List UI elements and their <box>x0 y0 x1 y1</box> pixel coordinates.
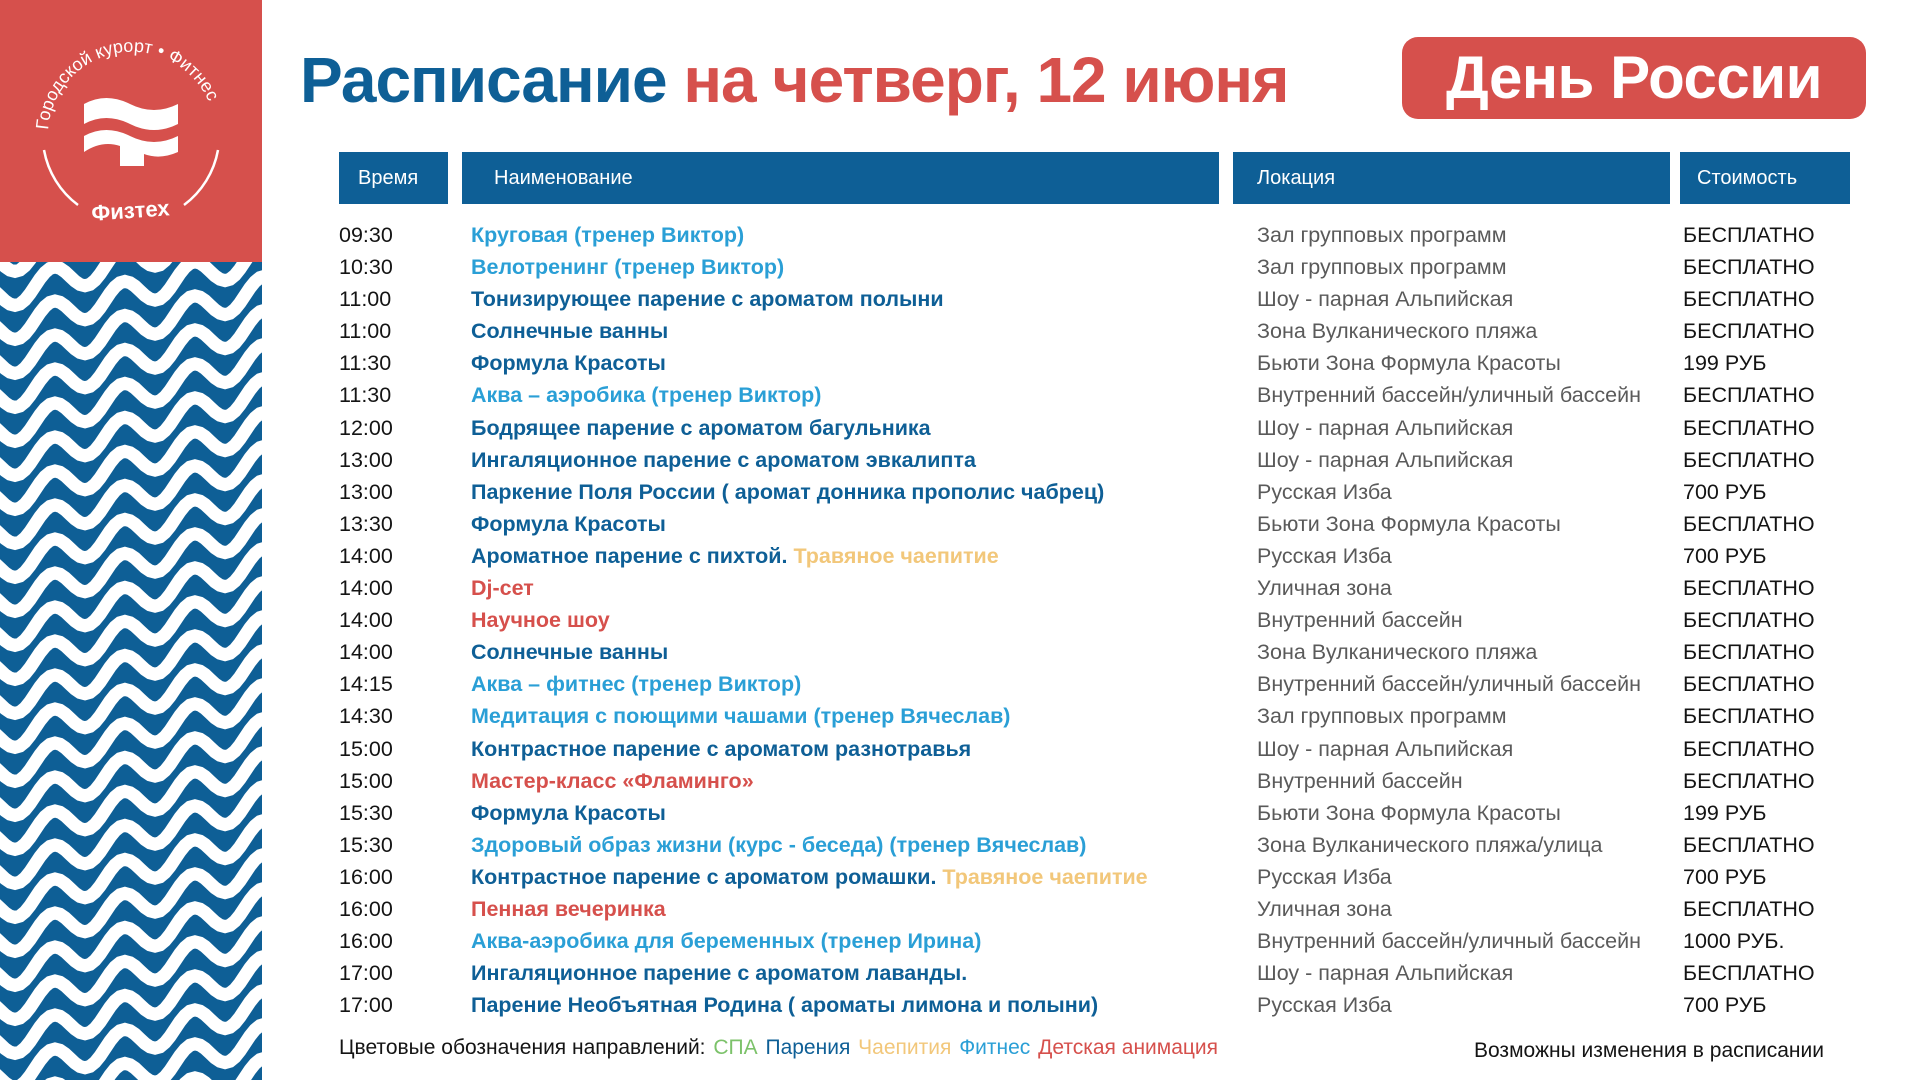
activity-name: Контрастное парение с ароматом разнотравья <box>471 736 972 761</box>
table-row <box>0 957 1920 989</box>
activity-name: Солнечные ванны <box>471 319 669 344</box>
row-time: 10:30 <box>339 255 393 280</box>
row-activity <box>471 700 1010 732</box>
row-location: Внутренний бассейн/уличный бассейн <box>1257 383 1642 408</box>
row-location: Шоу - парная Альпийская <box>1257 287 1514 312</box>
schedule-notice: Возможны изменения в расписании <box>1473 1039 1824 1062</box>
legend-label: Цветовые обозначения направлений: <box>339 1036 706 1059</box>
table-row <box>0 347 1920 379</box>
row-price: БЕСПЛАТНО <box>1683 704 1815 729</box>
column-header-time: Время <box>339 152 448 204</box>
row-time: 16:00 <box>339 896 393 921</box>
row-time: 11:30 <box>339 351 392 376</box>
row-activity <box>471 989 1098 1021</box>
table-row <box>0 283 1920 315</box>
row-location: Зал групповых программ <box>1257 704 1507 729</box>
row-activity <box>471 636 668 668</box>
row-time: 15:00 <box>339 736 393 761</box>
row-location: Шоу - парная Альпийская <box>1257 736 1514 761</box>
row-location: Шоу - парная Альпийская <box>1257 415 1514 440</box>
page-title <box>300 38 1288 122</box>
row-location: Зал групповых программ <box>1257 223 1507 247</box>
activity-name: Формула Красоты <box>471 511 666 536</box>
row-location: Зона Вулканического пляжа <box>1257 640 1538 665</box>
row-price: БЕСПЛАТНО <box>1683 287 1815 312</box>
row-price: БЕСПЛАТНО <box>1683 223 1815 247</box>
row-activity <box>471 476 1104 508</box>
activity-name: Тонизирующее парение с ароматом полыни <box>471 287 944 312</box>
color-legend <box>339 1036 1222 1060</box>
brand-arc-text: Городской курорт • Фитнес <box>32 35 224 131</box>
row-activity <box>471 347 666 379</box>
row-activity <box>471 829 1086 861</box>
row-location: Русская Изба <box>1257 993 1392 1018</box>
legend-item-fitness: Фитнес <box>959 1036 1031 1059</box>
row-price: БЕСПЛАТНО <box>1683 961 1815 986</box>
row-activity <box>471 893 666 925</box>
activity-name: Ингаляционное парение с ароматом эвкалипта <box>471 447 976 472</box>
row-activity <box>471 251 784 283</box>
table-row <box>0 925 1920 957</box>
holiday-badge: День России <box>1402 37 1866 119</box>
activity-name: Ароматное парение с пихтой. <box>471 543 788 568</box>
row-activity <box>471 733 971 765</box>
row-activity <box>471 957 967 989</box>
row-time: 14:00 <box>339 543 393 568</box>
activity-name: Аква – фитнес (тренер Виктор) <box>471 672 802 697</box>
row-location: Внутренний бассейн/уличный бассейн <box>1257 929 1642 954</box>
row-time: 15:00 <box>339 768 393 793</box>
table-row <box>0 572 1920 604</box>
activity-name: Формула Красоты <box>471 800 666 825</box>
row-location: Уличная зона <box>1257 576 1392 601</box>
row-time: 15:30 <box>339 800 393 825</box>
row-price: БЕСПЛАТНО <box>1683 832 1815 857</box>
activity-name: Бодрящее парение с ароматом багульника <box>471 415 931 440</box>
table-row <box>0 989 1920 1021</box>
legend-items <box>713 1036 1220 1059</box>
row-time: 16:00 <box>339 864 393 889</box>
row-time: 15:30 <box>339 832 393 857</box>
row-price: БЕСПЛАТНО <box>1683 736 1815 761</box>
row-activity <box>471 668 801 700</box>
row-price: БЕСПЛАТНО <box>1683 576 1815 601</box>
row-location: Русская Изба <box>1257 543 1392 568</box>
row-price: БЕСПЛАТНО <box>1683 319 1815 344</box>
row-activity <box>471 925 981 957</box>
table-row <box>0 700 1920 732</box>
row-time: 14:00 <box>339 608 393 633</box>
activity-extra: Травяное чаепитие <box>793 543 999 568</box>
row-location: Шоу - парная Альпийская <box>1257 961 1514 986</box>
row-price: БЕСПЛАТНО <box>1683 255 1815 280</box>
row-price: БЕСПЛАТНО <box>1683 608 1815 633</box>
activity-name: Контрастное парение с ароматом ромашки. <box>471 864 937 889</box>
row-time: 11:00 <box>339 287 392 312</box>
row-activity <box>471 283 944 315</box>
row-location: Зал групповых программ <box>1257 255 1507 280</box>
row-time: 12:00 <box>339 415 393 440</box>
row-location: Бьюти Зона Формула Красоты <box>1257 511 1561 536</box>
activity-name: Аква – аэробика (тренер Виктор) <box>471 383 822 408</box>
row-price: БЕСПЛАТНО <box>1683 415 1815 440</box>
row-activity <box>471 379 821 411</box>
row-activity <box>471 861 1148 893</box>
activity-name: Медитация с поющими чашами (тренер Вячеслав) <box>471 704 1011 729</box>
row-time: 09:30 <box>339 223 393 247</box>
row-price: 1000 РУБ. <box>1683 929 1785 954</box>
row-activity <box>471 219 744 251</box>
row-price: 199 РУБ <box>1683 351 1767 376</box>
row-location: Русская Изба <box>1257 864 1392 889</box>
legend-item-tea: Чаепития <box>858 1036 952 1059</box>
activity-name: Мастер-класс «Фламинго» <box>471 768 754 793</box>
column-header-name: Наименование <box>462 152 1219 204</box>
table-row <box>0 540 1920 572</box>
row-location: Русская Изба <box>1257 479 1392 504</box>
row-time: 14:00 <box>339 576 393 601</box>
row-price: 700 РУБ <box>1683 479 1767 504</box>
activity-name: Научное шоу <box>471 608 610 633</box>
row-time: 13:00 <box>339 479 393 504</box>
row-activity <box>471 444 976 476</box>
row-location: Уличная зона <box>1257 896 1392 921</box>
table-row <box>0 412 1920 444</box>
row-price: БЕСПЛАТНО <box>1683 640 1815 665</box>
activity-name: Dj-сет <box>471 576 534 601</box>
row-location: Внутренний бассейн <box>1257 768 1463 793</box>
table-row <box>0 733 1920 765</box>
activity-name: Круговая (тренер Виктор) <box>471 223 745 247</box>
row-time: 13:30 <box>339 511 393 536</box>
row-price: 700 РУБ <box>1683 864 1767 889</box>
row-activity <box>471 572 534 604</box>
row-time: 14:30 <box>339 704 393 729</box>
row-activity <box>471 412 931 444</box>
column-header-price: Стоимость <box>1680 152 1850 204</box>
table-row <box>0 765 1920 797</box>
title-date: на четверг, 12 июня <box>683 44 1289 116</box>
row-location: Зона Вулканического пляжа/улица <box>1257 832 1603 857</box>
activity-name: Пенная вечеринка <box>471 896 666 921</box>
row-price: БЕСПЛАТНО <box>1683 768 1815 793</box>
row-activity <box>471 508 666 540</box>
column-header-location: Локация <box>1233 152 1670 204</box>
row-price: БЕСПЛАТНО <box>1683 447 1815 472</box>
row-time: 17:00 <box>339 993 393 1018</box>
legend-item-kids: Детская анимация <box>1038 1036 1219 1059</box>
legend-item-spa: СПА <box>713 1036 758 1059</box>
activity-name: Формула Красоты <box>471 351 666 376</box>
table-row <box>0 379 1920 411</box>
row-price: БЕСПЛАТНО <box>1683 511 1815 536</box>
row-time: 14:15 <box>339 672 393 697</box>
row-location: Зона Вулканического пляжа <box>1257 319 1538 344</box>
table-row <box>0 797 1920 829</box>
activity-name: Велотренинг (тренер Виктор) <box>471 255 785 280</box>
row-location: Внутренний бассейн/уличный бассейн <box>1257 672 1642 697</box>
row-price: 700 РУБ <box>1683 543 1767 568</box>
row-price: БЕСПЛАТНО <box>1683 672 1815 697</box>
table-row <box>0 861 1920 893</box>
activity-name: Здоровый образ жизни (курс - беседа) (тренер Вячеслав) <box>471 832 1087 857</box>
row-time: 16:00 <box>339 929 393 954</box>
table-row <box>0 604 1920 636</box>
row-price: БЕСПЛАТНО <box>1683 896 1815 921</box>
row-price: 199 РУБ <box>1683 800 1767 825</box>
row-activity <box>471 604 610 636</box>
row-location: Шоу - парная Альпийская <box>1257 447 1514 472</box>
activity-extra: Травяное чаепитие <box>942 864 1148 889</box>
table-row <box>0 893 1920 925</box>
row-location: Внутренний бассейн <box>1257 608 1463 633</box>
table-row <box>0 251 1920 283</box>
row-location: Бьюти Зона Формула Красоты <box>1257 351 1561 376</box>
row-activity <box>471 765 754 797</box>
table-row <box>0 476 1920 508</box>
title-main: Расписание <box>300 44 667 116</box>
legend-item-steam: Парения <box>765 1036 851 1059</box>
activity-name: Паркение Поля России ( аромат донника прополис чабрец) <box>471 479 1105 504</box>
activity-name: Ингаляционное парение с ароматом лаванды. <box>471 961 968 986</box>
table-row <box>0 315 1920 347</box>
row-location: Бьюти Зона Формула Красоты <box>1257 800 1561 825</box>
table-row <box>0 668 1920 700</box>
brand-name: Физтех <box>90 195 171 226</box>
activity-name: Парение Необъятная Родина ( ароматы лимона и полыни) <box>471 993 1099 1018</box>
row-activity <box>471 540 999 572</box>
row-activity <box>471 315 668 347</box>
activity-name: Аква-аэробика для беременных (тренер Ирина) <box>471 929 982 954</box>
table-row <box>0 829 1920 861</box>
row-time: 17:00 <box>339 961 393 986</box>
table-row <box>0 444 1920 476</box>
row-activity <box>471 797 666 829</box>
row-time: 11:30 <box>339 383 392 408</box>
row-time: 11:00 <box>339 319 392 344</box>
row-price: БЕСПЛАТНО <box>1683 383 1815 408</box>
row-time: 13:00 <box>339 447 393 472</box>
table-row <box>0 636 1920 668</box>
table-row <box>0 219 1920 251</box>
row-price: 700 РУБ <box>1683 993 1767 1018</box>
activity-name: Солнечные ванны <box>471 640 669 665</box>
table-row <box>0 508 1920 540</box>
row-time: 14:00 <box>339 640 393 665</box>
schedule-table <box>0 219 1920 1021</box>
